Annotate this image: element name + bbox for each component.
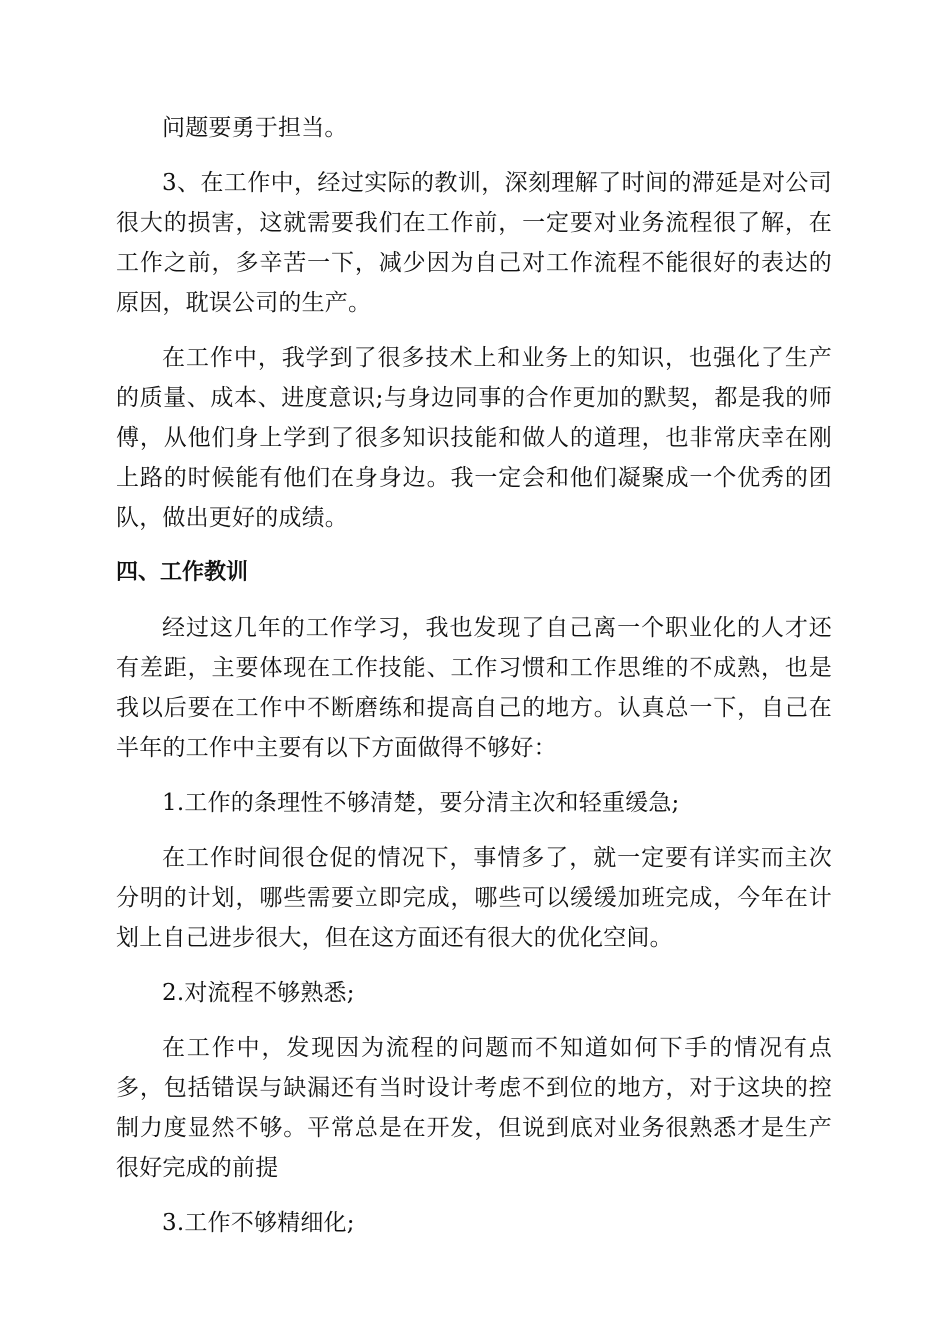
paragraph-gap <box>116 958 832 973</box>
paragraph-gap <box>116 1013 832 1028</box>
document-body <box>116 108 832 1243</box>
paragraph: 在工作时间很仓促的情况下，事情多了，就一定要有详实而主次分明的计划，哪些需要立即完成，哪些可以缓缓加班完成，今年在计划上自己进步很大，但在这方面还有很大的优化空间。 <box>116 845 832 951</box>
paragraph-gap <box>116 823 832 838</box>
paragraph-gap <box>116 1188 832 1203</box>
paragraph: 3、在工作中，经过实际的教训，深刻理解了时间的滞延是对公司很大的损害，这就需要我们在工作前，一定要对业务流程很了解，在工作之前，多辛苦一下，减少因为自己对工作流程不能很好的表达的原因，耽误公司的生产。 <box>116 170 832 316</box>
paragraph: 经过这几年的工作学习，我也发现了自己离一个职业化的人才还有差距，主要体现在工作技能、工作习惯和工作思维的不成熟，也是我以后要在工作中不断磨练和提高自己的地方。认真总一下，自己在半年的工作中主要有以下方面做得不够好： <box>116 615 832 761</box>
list-item-heading: 2.对流程不够熟悉; <box>162 980 355 1006</box>
paragraph-gap <box>116 538 832 553</box>
section-heading: 四、工作教训 <box>116 560 249 585</box>
list-item-heading: 1.工作的条理性不够清楚，要分清主次和轻重缓急; <box>162 790 680 816</box>
paragraph-gap <box>116 593 832 608</box>
list-item-heading: 3.工作不够精细化; <box>162 1210 355 1236</box>
paragraph-gap <box>116 323 832 338</box>
paragraph: 问题要勇于担当。 <box>162 115 348 141</box>
paragraph-gap <box>116 148 832 163</box>
paragraph-gap <box>116 768 832 783</box>
paragraph: 在工作中，发现因为流程的问题而不知道如何下手的情况有点多，包括错误与缺漏还有当时设计考虑不到位的地方，对于这块的控制力度显然不够。平常总是在开发，但说到底对业务很熟悉才是生产很好完成的前提 <box>116 1035 832 1181</box>
paragraph: 在工作中，我学到了很多技术上和业务上的知识，也强化了生产的质量、成本、进度意识;与身边同事的合作更加的默契，都是我的师傅，从他们身上学到了很多知识技能和做人的道理，也非常庆幸在刚上路的时候能有他们在身身边。我一定会和他们凝聚成一个优秀的团队，做出更好的成绩。 <box>116 345 832 531</box>
